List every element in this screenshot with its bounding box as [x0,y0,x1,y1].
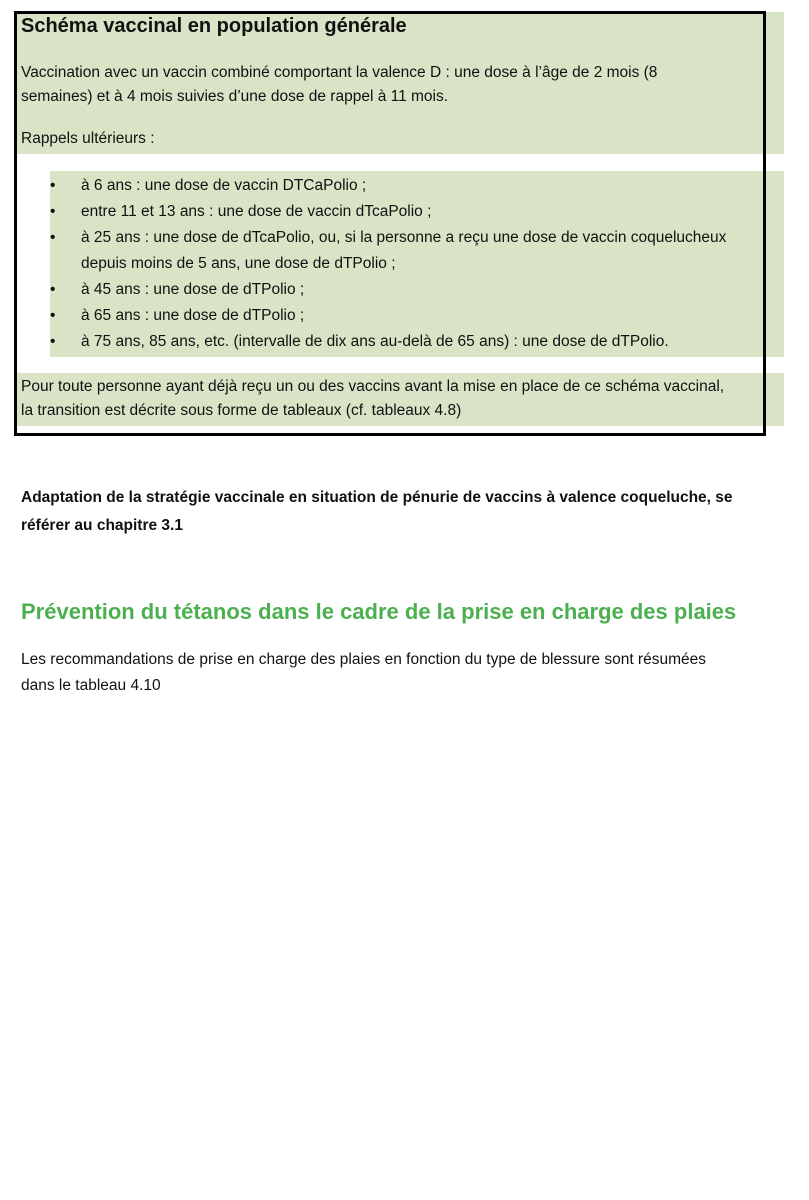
bullet-icon: • [50,333,56,350]
list-item [50,199,780,225]
rappels-list [50,173,780,355]
bullet-icon: • [50,281,56,298]
list-item [50,225,780,251]
adaptation-line-2: référer au chapitre 3.1 [21,517,183,534]
list-item [50,173,780,199]
list-item-text: à 75 ans, 85 ans, etc. (intervalle de dix ans au-delà de 65 ans) : une dose de dTPolio. [81,333,669,350]
rappels-label: Rappels ultérieurs : [21,130,155,147]
intro-line-2: semaines) et à 4 mois suivies d’une dose de rappel à 11 mois. [21,88,449,105]
list-item-text: depuis moins de 5 ans, une dose de dTPolio ; [81,255,396,272]
bullet-icon: • [50,177,56,194]
bullet-icon: • [50,307,56,324]
transition-line-2: la transition est décrite sous forme de tableaux (cf. tableaux 4.8) [21,402,462,419]
section-heading-tetanos: Prévention du tétanos dans le cadre de la prise en charge des plaies [21,599,737,624]
list-item [50,277,780,303]
intro-line-1: Vaccination avec un vaccin combiné comportant la valence D : une dose à l’âge de 2 mois (8 [21,64,658,81]
tetanos-line-1: Les recommandations de prise en charge des plaies en fonction du type de blessure sont résumées [21,651,706,668]
list-item [50,303,780,329]
tetanos-paragraph [21,647,791,699]
adaptation-line-1: Adaptation de la stratégie vaccinale en situation de pénurie de vaccins à valence coqueluche, se [21,489,733,506]
list-item [50,329,780,355]
list-item-text: à 45 ans : une dose de dTPolio ; [81,281,305,298]
transition-line-1: Pour toute personne ayant déjà reçu un ou des vaccins avant la mise en place de ce schéma vaccinal, [21,378,725,395]
bullet-icon: • [50,203,56,220]
bullet-icon: • [50,229,56,246]
adaptation-note [21,484,791,540]
list-item-text: entre 11 et 13 ans : une dose de vaccin dTcaPolio ; [81,203,432,220]
list-item-text: à 6 ans : une dose de vaccin DTCaPolio ; [81,177,367,194]
list-item-text: à 25 ans : une dose de dTcaPolio, ou, si la personne a reçu une dose de vaccin coquelucheux [81,229,727,246]
list-item-text: à 65 ans : une dose de dTPolio ; [81,307,305,324]
list-item-continuation [50,251,780,277]
tetanos-line-2: dans le tableau 4.10 [21,677,161,694]
box-title: Schéma vaccinal en population générale [21,15,407,37]
